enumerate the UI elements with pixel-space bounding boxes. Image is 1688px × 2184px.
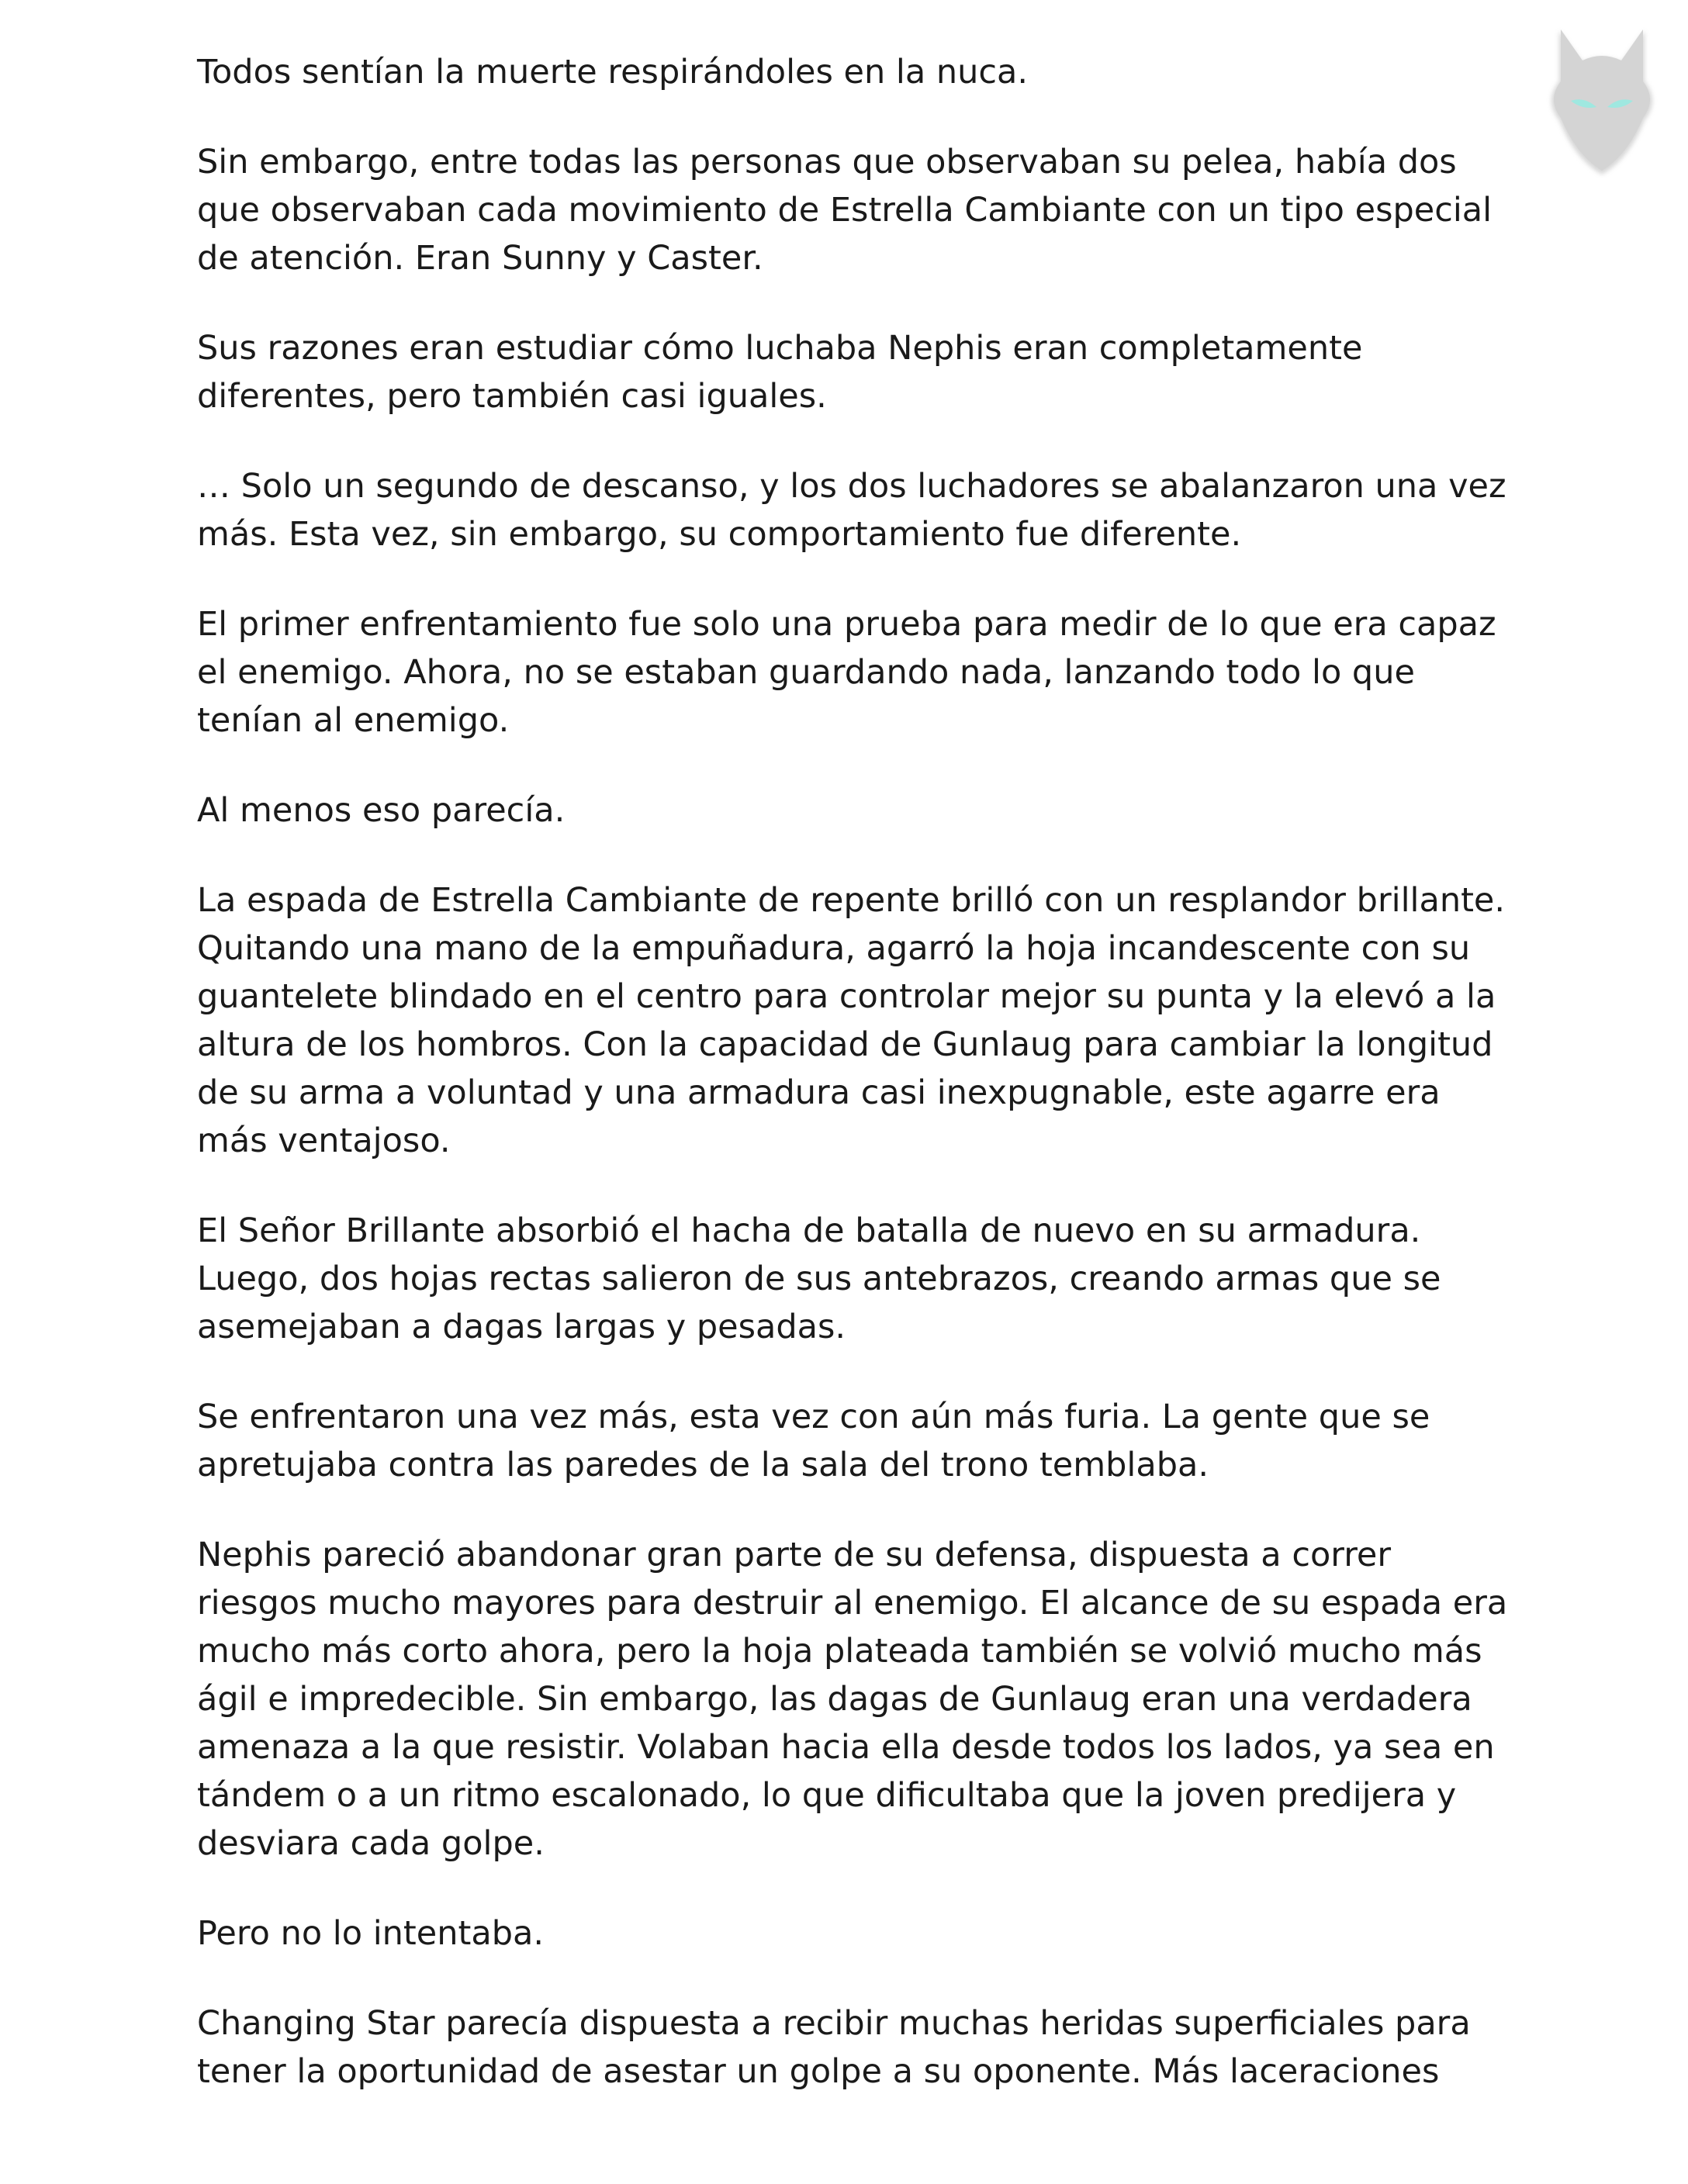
paragraph: Sin embargo, entre todas las personas que observaban su pelea, había dos que observaban cada movimiento de Estrella Cambiante con un tipo especial de atención. Eran Sunny y Caster. (197, 143, 1493, 278)
paragraph: El Señor Brillante absorbió el hacha de batalla de nuevo en su armadura. Luego, dos hojas rectas salieron de sus antebrazos, creando armas que se asemejaban a dagas largas y pesadas. (197, 1211, 1441, 1346)
paragraph: Todos sentían la muerte respirándoles en la nuca. (197, 53, 1029, 92)
paragraph: El primer enfrentamiento fue solo una prueba para medir de lo que era capaz el enemigo. Ahora, no se estaban guardando nada, lanzando todo lo que tenían al enemigo. (197, 605, 1496, 740)
paragraph: Al menos eso parecía. (197, 791, 566, 830)
horned-demon-logo-icon (1528, 16, 1676, 178)
document-body (197, 48, 1516, 2137)
paragraph: Nephis pareció abandonar gran parte de su defensa, dispuesta a correr riesgos mucho mayores para destruir al enemigo. El alcance de su espada era mucho más corto ahora, pero la hoja plateada también se volvió mucho más ágil e impredecible. Sin embargo, las dagas de Gunlaug eran una verdadera amenaza a la que resistir. Volaban hacia ella desde todos los lados, ya sea en tándem o a un ritmo escalonado, lo que dificultaba que la joven predijera y desviara cada golpe. (197, 1536, 1508, 1863)
paragraph: Sus razones eran estudiar cómo luchaba Nephis eran completamente diferentes, pero también casi iguales. (197, 329, 1363, 416)
demon-head-shape (1554, 29, 1650, 171)
paragraph: Pero no lo intentaba. (197, 1914, 545, 1953)
paragraph: … Solo un segundo de descanso, y los dos luchadores se abalanzaron una vez más. Esta vez, sin embargo, su comportamiento fue diferente. (197, 467, 1506, 554)
paragraph: La espada de Estrella Cambiante de repente brilló con un resplandor brillante. Quitando una mano de la empuñadura, agarró la hoja incandescente con su guantelete blindado en el centro para controlar mejor su punta y la elevó a la altura de los hombros. Con la capacidad de Gunlaug para cambiar la longitud de su arma a voluntad y una armadura casi inexpugnable, este agarre era más ventajoso. (197, 881, 1506, 1160)
paragraph: Se enfrentaron una vez más, esta vez con aún más furia. La gente que se apretujaba contra las paredes de la sala del trono temblaba. (197, 1398, 1430, 1484)
paragraph: Changing Star parecía dispuesta a recibir muchas heridas superficiales para tener la oportunidad de asestar un golpe a su oponente. Más laceraciones (197, 2004, 1471, 2091)
